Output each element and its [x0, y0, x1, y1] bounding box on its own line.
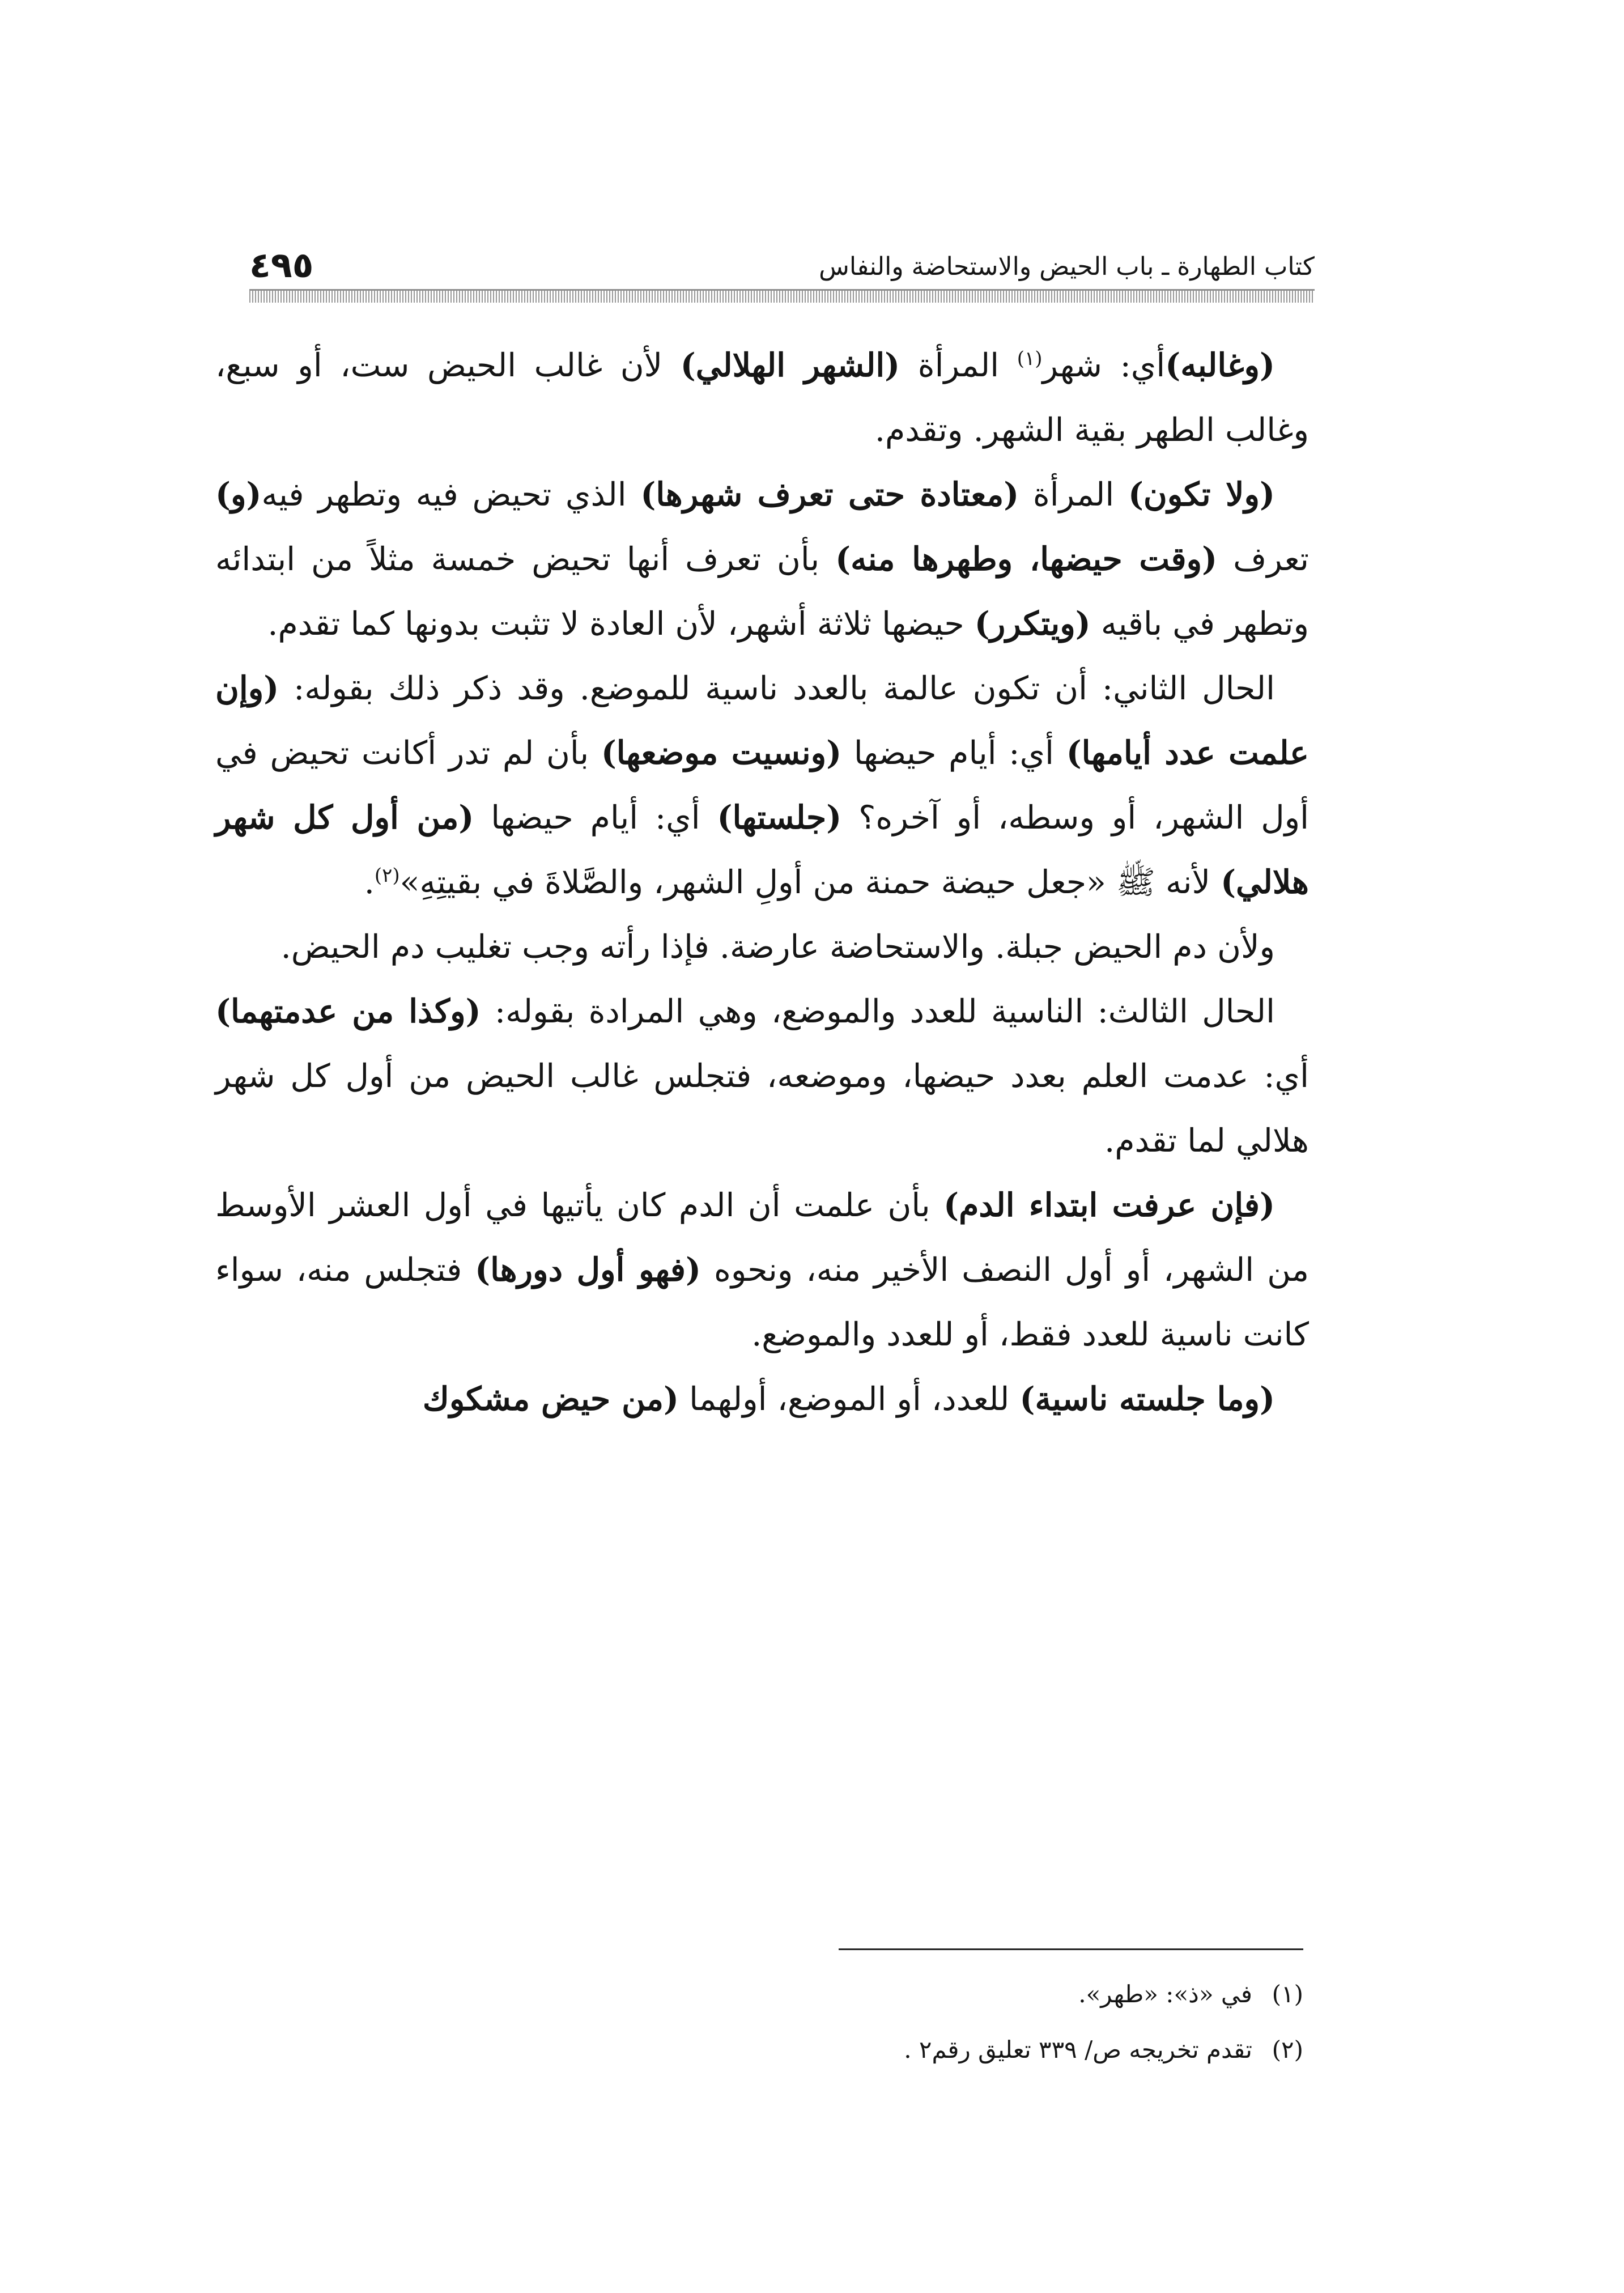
header-rule [249, 289, 1315, 303]
text-run: لأن غالب الحيض ست، أو سبع، وغالب الطهر بقية الشهر. وتقدم. [215, 347, 1309, 449]
main-text [215, 333, 1309, 1432]
text-run: أي: أيام حيضها [474, 799, 717, 836]
bold-text-run: (ونسيت موضعها) [601, 734, 842, 772]
text-run: الذي تحيض فيه وتطهر فيه [261, 476, 641, 513]
footnote-separator [839, 1948, 1303, 1950]
text-run: تعرف [1217, 541, 1310, 578]
text-run: بأن تعرف أنها تحيض خمسة مثلاً من ابتدائه وتطهر في باقيه [215, 541, 1309, 643]
bold-text-run: (جلستها) [717, 799, 842, 836]
footnote-number: (٢) [1272, 2036, 1303, 2063]
text-run: الحال الثالث: الناسية للعدد والموضع، وهي المرادة بقوله: [481, 993, 1275, 1030]
footnote-text: تقدم تخريجه ص/ ٣٣٩ تعليق رقم٢ . [904, 2036, 1252, 2063]
text-run: لأنه ﷺ «جعل حيضة حمنة من أولِ الشهر، والصَّلاةَ في بقيتِهِ» [399, 864, 1221, 901]
bold-text-run: (وإن علمت عدد أيامها) [215, 669, 1309, 772]
paragraph [215, 979, 1309, 1173]
text-run: بأن علمت أن الدم كان يأتيها في أول العشر الأوسط من الشهر، أو أول النصف الأخير منه، ونحوه [215, 1187, 1310, 1289]
bold-text-run: (فهو أول دورها) [475, 1251, 702, 1289]
bold-text-run: (ويتكرر) [974, 605, 1091, 643]
footnote-reference: (١) [1017, 347, 1043, 370]
text-run: المرأة [900, 347, 1017, 384]
bold-text-run: (وكذا من عدمتهما) [215, 992, 481, 1030]
text-run: أي: عدمت العلم بعدد حيضها، وموضعه، فتجلس غالب الحيض من أول كل شهر هلالي لما تقدم. [215, 1058, 1309, 1160]
bold-text-run: (معتادة حتى تعرف شهرها) [640, 475, 1019, 513]
text-run: بأن لم تدر أكانت تحيض في أول الشهر، أو وسطه، أو آخره؟ [215, 734, 1309, 836]
text-run: الحال الثاني: أن تكون عالمة بالعدد ناسية للموضع. وقد ذكر ذلك بقوله: [279, 670, 1275, 707]
bold-text-run: (ولا تكون) [1128, 475, 1275, 513]
footnote-reference: (٢) [374, 864, 400, 887]
paragraph [215, 1173, 1309, 1367]
footnotes [453, 1967, 1303, 2078]
footnote-text: في «ذ»: «طهر». [1078, 1980, 1252, 2008]
text-run: ولأن دم الحيض جبلة. والاستحاضة عارضة. فإذا رأته وجب تغليب دم الحيض. [280, 928, 1275, 966]
bold-text-run: (الشهر الهلالي) [680, 346, 900, 384]
text-run: أي: شهر [1042, 347, 1166, 384]
paragraph [215, 1367, 1309, 1432]
page-header [249, 224, 1315, 286]
text-run: حيضها ثلاثة أشهر، لأن العادة لا تثبت بدونها كما تقدم. [267, 605, 975, 643]
bold-text-run: (من أول كل شهر هلالي) [215, 799, 1309, 901]
footnote-item [453, 1967, 1303, 2022]
paragraph [215, 462, 1309, 656]
text-run: أي: أيام حيضها [841, 734, 1066, 772]
bold-text-run: (من حيض مشكوك [422, 1380, 679, 1418]
text-run: فتجلس منه، سواء كانت ناسية للعدد فقط، أو للعدد والموضع. [215, 1251, 1309, 1353]
footnote-item [453, 2022, 1303, 2078]
page-number: ٤٩٥ [249, 244, 314, 286]
paragraph [215, 915, 1309, 979]
bold-text-run: (و) [215, 475, 262, 513]
bold-text-run: (وما جلسته ناسية) [1019, 1380, 1275, 1418]
text-run: للعدد، أو الموضع، أولهما [679, 1381, 1020, 1418]
footnote-number: (١) [1272, 1980, 1303, 2008]
text-run: . [364, 864, 375, 901]
bold-text-run: (وغالبه) [1165, 346, 1276, 384]
paragraph [215, 656, 1309, 915]
running-title: كتاب الطهارة ـ باب الحيض والاستحاضة والنفاس [819, 252, 1315, 281]
bold-text-run: (وقت حيضها، وطهرها منه) [835, 540, 1218, 578]
bold-text-run: (فإن عرفت ابتداء الدم) [943, 1186, 1275, 1224]
text-run: المرأة [1019, 476, 1128, 513]
paragraph [215, 333, 1309, 462]
